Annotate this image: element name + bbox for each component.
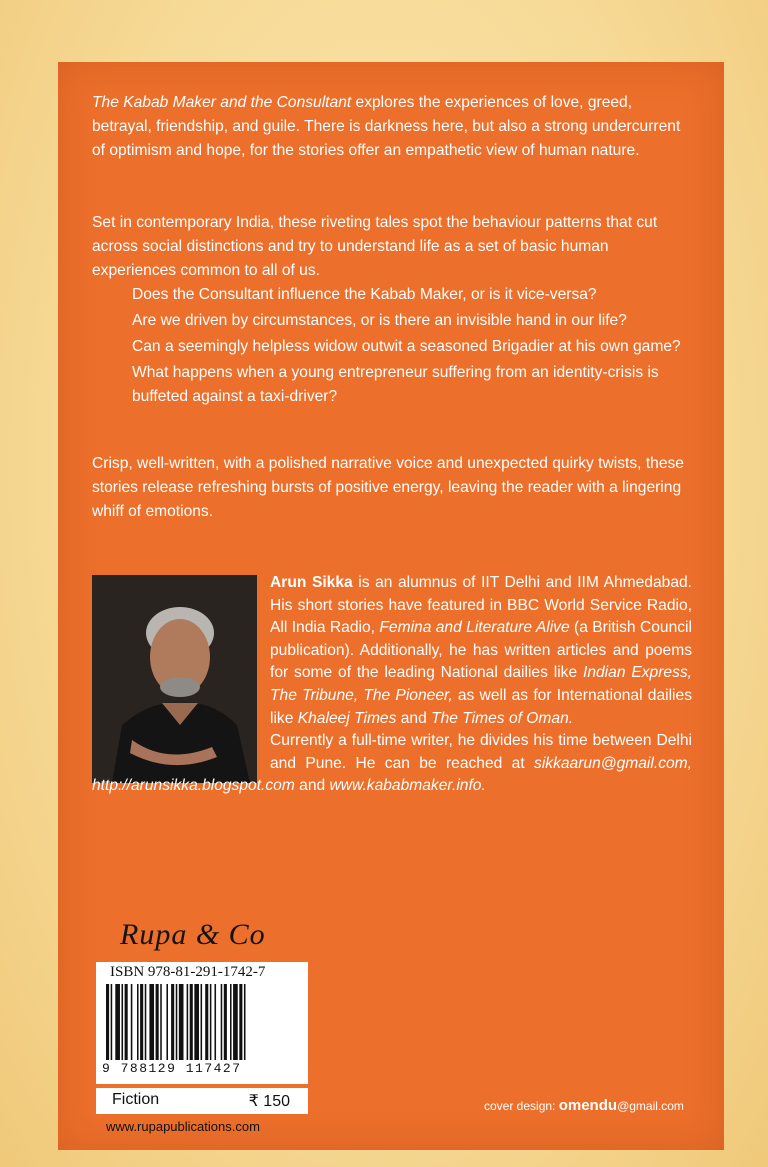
price-box xyxy=(96,1088,308,1114)
blurb-p1-text: explores the experiences of love, greed, betrayal, friendship, and guile. There is darkness here, but also a strong undercurrent of optimism and hope, for the stories offer an empathetic view of human nature. xyxy=(92,94,681,159)
author-bio xyxy=(92,572,692,798)
author-blog-link[interactable]: http://arunsikka.blogspot.com xyxy=(92,777,295,795)
bio-italic: Khaleej Times xyxy=(297,709,397,727)
question-list xyxy=(132,283,692,411)
question-item: What happens when a young entrepreneur suffering from an identity-crisis is buffeted against a taxi-driver? xyxy=(132,364,659,405)
barcode-box xyxy=(96,962,308,1084)
publisher-logo: Rupa & Co xyxy=(120,918,266,951)
book-title: The Kabab Maker and the Consultant xyxy=(92,94,352,111)
bio-text: and xyxy=(294,777,330,795)
bio-text: is an alumnus of IIT Delhi and IIM Ahmedabad. His short stories have featured in BBC World Service Radio, All India Radio, xyxy=(270,574,693,637)
bio-italic: Femina and Literature Alive xyxy=(379,619,570,637)
question-item: Are we driven by circumstances, or is there an invisible hand in our life? xyxy=(132,312,627,329)
blurb-paragraph-1 xyxy=(92,91,692,163)
bio-italic: The Times of Oman. xyxy=(431,709,574,727)
isbn-label: ISBN 978-81-291-1742-7 xyxy=(110,964,266,980)
author-site-link[interactable]: www.kababmaker.info. xyxy=(329,777,486,795)
bio-text: and xyxy=(396,709,432,727)
blurb-paragraph-2: Set in contemporary India, these riveting tales spot the behaviour patterns that cut across social distinctions and try to understand life as a set of basic human experiences common to all of us. xyxy=(92,214,658,279)
question-item: Does the Consultant influence the Kabab Maker, or is it vice-versa? xyxy=(132,286,597,303)
credit-label: cover design: xyxy=(484,1099,559,1113)
cover-credit xyxy=(484,1097,684,1114)
price-label: ₹ 150 xyxy=(248,1093,290,1110)
author-name: Arun Sikka xyxy=(270,574,353,591)
photo-spacer xyxy=(92,572,270,770)
credit-domain: @gmail.com xyxy=(617,1099,684,1113)
bio-text: (a British Council publication). Additionally, he has written articles and poems for some of the leading National dailies like xyxy=(270,619,692,682)
credit-brand: omendu xyxy=(558,1097,618,1114)
barcode-icon xyxy=(106,984,298,1060)
bio-text: Currently a full-time writer, he divides his time between Delhi and Pune. He can be reached at xyxy=(270,732,692,772)
author-email[interactable]: sikkaarun@gmail.com, xyxy=(534,754,692,772)
question-item: Can a seemingly helpless widow outwit a seasoned Brigadier at his own game? xyxy=(132,338,681,355)
blurb-paragraph-3: Crisp, well-written, with a polished narrative voice and unexpected quirky twists, these stories release refreshing bursts of positive energy, leaving the reader with a lingering whiff of emotions. xyxy=(92,455,684,520)
bio-italic: Indian Express, The Tribune, The Pioneer, xyxy=(270,664,693,704)
genre-label: Fiction xyxy=(112,1091,160,1108)
publisher-website[interactable]: www.rupapublications.com xyxy=(106,1119,260,1134)
barcode-number: 9 788129 117427 xyxy=(102,1061,242,1076)
bio-text: as well as for International dailies like xyxy=(270,686,692,727)
